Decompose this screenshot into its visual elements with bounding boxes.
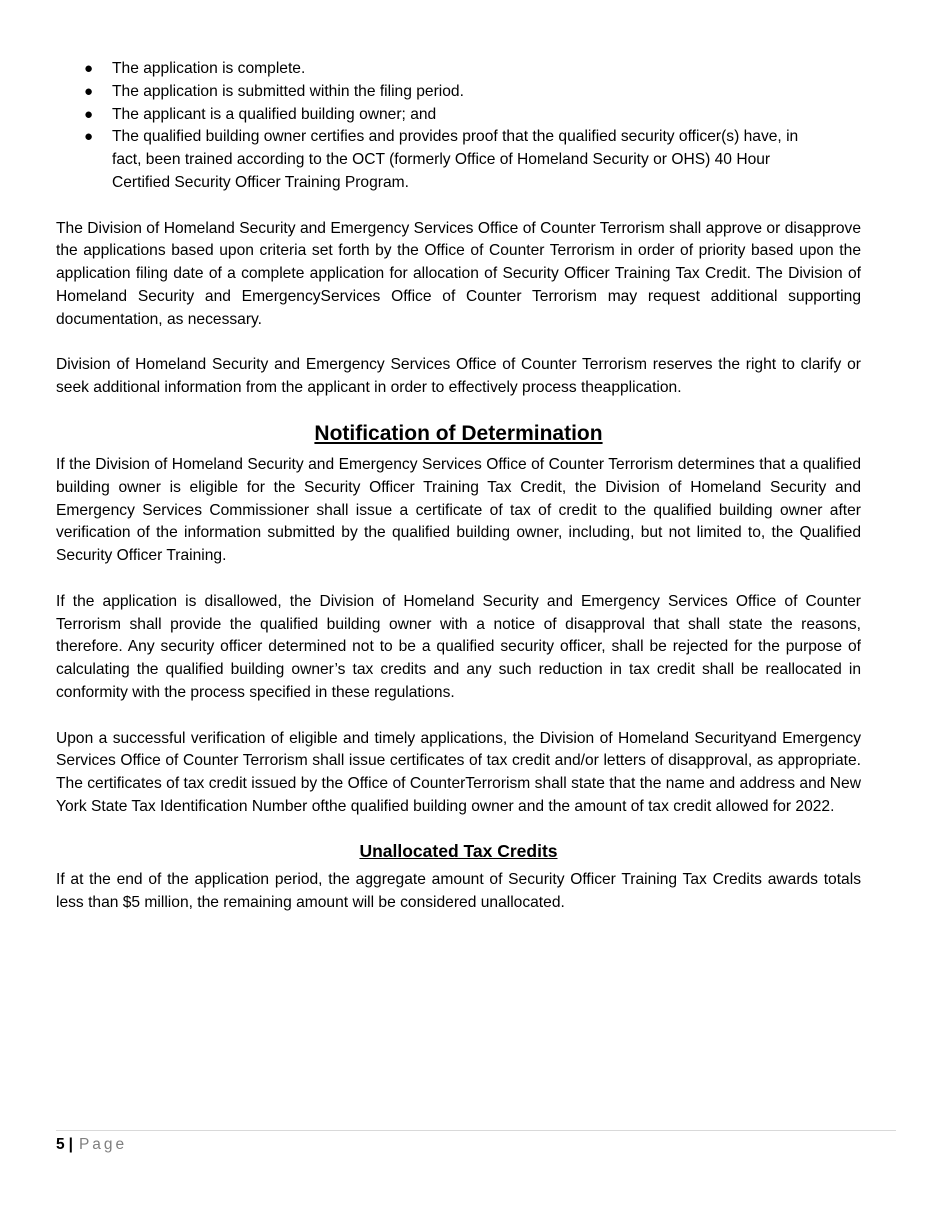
- document-page: [56, 58, 861, 914]
- verification-paragraph: Upon a successful verification of eligible and timely applications, the Division of Homeland Securityand Emergency Services Office of Counter Terrorism shall issue certificates of tax credit and/or letters of disapproval, as appropriate. The certificates of tax credit issued by the Office of CounterTerrorism shall state that the name and address and New York State Tax Identification Number ofthe qualified building owner and the amount of tax credit allowed for 2022.: [56, 729, 861, 815]
- footer-separator: |: [68, 1136, 73, 1153]
- reserve-paragraph: Division of Homeland Security and Emergency Services Office of Counter Terrorism reserves the right to clarify or seek additional information from the applicant in order to effectively process theapplication.: [56, 356, 861, 397]
- page-label: Page: [78, 1136, 128, 1153]
- page-footer: [56, 1130, 896, 1155]
- bullet-icon: ●: [84, 82, 94, 100]
- list-item: ● The applicant is a qualified building owner; and: [112, 104, 812, 127]
- unallocated-heading: Unallocated Tax Credits: [359, 840, 558, 861]
- disallowed-paragraph: If the application is disallowed, the Division of Homeland Security and Emergency Services Office of Counter Terrorism shall provide the qualified building owner with a notice of disapproval that shall state the reasons, therefore. Any security officer determined not to be a qualified security officer, shall be rejected for the purpose of calculating the qualified building owner’s tax credits and any such reduction in tax credit shall be reallocated in conformity with the process specified in these regulations.: [56, 592, 861, 701]
- bullet-icon: ●: [84, 105, 94, 123]
- eligible-paragraph: If the Division of Homeland Security and Emergency Services Office of Counter Terrorism determines that a qualified building owner is eligible for the Security Officer Training Tax Credit, the Division of Homeland Security and Emergency Services Commissioner shall issue a certificate of tax of credit to the qualified building owner after verification of the information submitted by the qualified building owner, including, but not limited to, the Qualified Security Officer Training.: [56, 455, 861, 565]
- bullet-icon: ●: [84, 60, 94, 77]
- criteria-list: [56, 58, 861, 195]
- approval-paragraph: The Division of Homeland Security and Emergency Services Office of Counter Terrorism shall approve or disapprove the applications based upon criteria set forth by the Office of Counter Terrorism in order of priority based upon the application filing date of a complete application for allocation of Security Officer Training Tax Credit. The Division of Homeland Security and EmergencyServices Office of Counter Terrorism may request additional supporting documentation, as necessary.: [56, 219, 861, 328]
- unallocated-paragraph: If at the end of the application period, the aggregate amount of Security Officer Training Tax Credits awards totals less than $5 million, the remaining amount will be considered unallocated.: [56, 870, 861, 911]
- page-number: 5: [56, 1136, 65, 1153]
- list-item: ● The application is complete.: [112, 58, 812, 81]
- list-item: ● The qualified building owner certifies and provides proof that the qualified security officer(s) have, in fact, been trained according to the OCT (formerly Office of Homeland Security or OHS) 40 Hour Certified Security Officer Training Program.: [84, 128, 799, 191]
- bullet-icon: ●: [84, 128, 94, 146]
- notification-heading: Notification of Determination: [314, 421, 603, 445]
- list-item: ● The application is submitted within the filing period.: [112, 81, 812, 104]
